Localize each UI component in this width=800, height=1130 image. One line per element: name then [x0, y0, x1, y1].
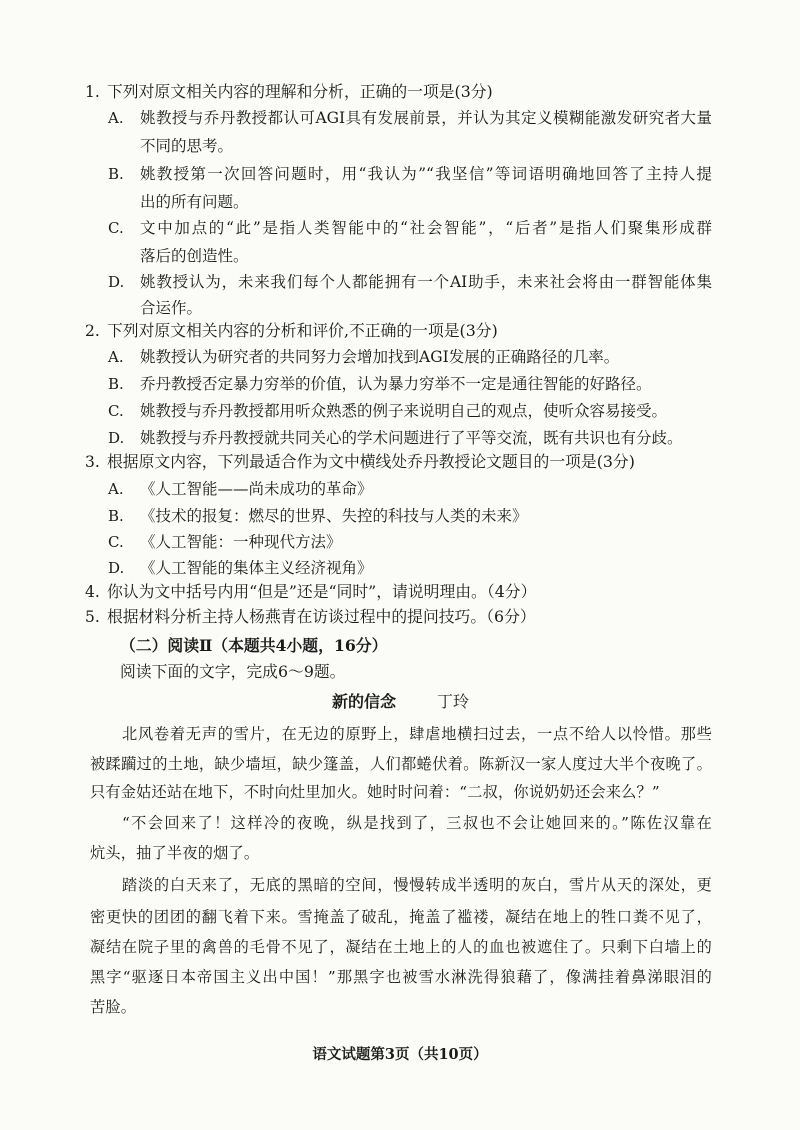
option-letter: B. — [108, 375, 124, 393]
option-text-line: 合运作。 — [140, 299, 203, 317]
question-4 — [0, 579, 800, 605]
section-instruction: 阅读下面的文字，完成6～9题。 — [120, 662, 346, 681]
q2-option-b — [0, 371, 800, 397]
q1-option-d — [0, 269, 800, 325]
option-text-line: 姚教授与乔丹教授都用听众熟悉的例子来说明自己的观点，使听众容易接受。 — [140, 402, 668, 420]
option-text-line: 姚教授认为，未来我们每个人都能拥有一个AI助手，未来社会将由一群智能体集 — [140, 273, 712, 291]
passage-line: 只有金姑还站在地下，不时向灶里加火。她时时问着：“二叔，你说奶奶还会来么？” — [90, 783, 660, 801]
passage-line: 黑字“驱逐日本帝国主义出中国！”那黑字也被雪水淋洗得狼藉了，像满挂着鼻涕眼泪的 — [90, 968, 712, 986]
option-text-line: 落后的创造性。 — [140, 247, 249, 265]
option-letter: C. — [108, 533, 124, 551]
question-number: 4. — [85, 583, 100, 601]
section-heading: （二）阅读Ⅱ（本题共4小题，16分） — [120, 636, 388, 655]
q3-option-c — [0, 529, 800, 555]
passage-author: 丁玲 — [437, 692, 470, 711]
q2-option-d — [0, 425, 800, 451]
q2-option-c — [0, 398, 800, 424]
option-text-line: 姚教授与乔丹教授都认可AGI具有发展前景，并认为其定义模糊能激发研究者大量 — [140, 109, 712, 127]
q3-option-b — [0, 503, 800, 529]
question-number: 1. — [85, 83, 100, 101]
option-letter: C. — [108, 402, 124, 420]
option-text-line: 《人工智能：一种现代方法》 — [140, 533, 342, 551]
question-3 — [0, 449, 800, 475]
q1-option-c — [0, 215, 800, 271]
q3-option-a — [0, 476, 800, 502]
question-5 — [0, 604, 800, 630]
question-stem: 根据原文内容，下列最适合作为文中横线处乔丹教授论文题目的一项是(3分) — [107, 452, 635, 471]
option-letter: D. — [108, 429, 125, 447]
passage-line: “不会回来了！这样冷的夜晚，纵是找到了，三叔也不会让她回来的。”陈佐汉靠在 — [122, 814, 712, 832]
option-letter: B. — [108, 507, 124, 525]
option-letter: A. — [108, 109, 124, 127]
q2-option-a — [0, 344, 800, 370]
option-letter: D. — [108, 559, 125, 577]
passage-line: 密更快的团团的翻飞着下来。雪掩盖了破乱，掩盖了褴褛，凝结在地上的牲口粪不见了， — [90, 908, 712, 926]
question-1 — [0, 79, 800, 105]
question-number: 3. — [85, 453, 100, 471]
question-stem: 根据材料分析主持人杨燕青在访谈过程中的提问技巧。（6分） — [107, 607, 536, 626]
q1-option-a — [0, 105, 800, 161]
passage-line: 被蹂躏过的土地，缺少墙垣，缺少篷盖，人们都蜷伏着。陈新汉一家人度过大半个夜晚了。 — [90, 755, 712, 773]
passage-line: 炕头，抽了半夜的烟了。 — [90, 844, 260, 862]
option-text-line: 乔丹教授否定暴力穷举的价值，认为暴力穷举不一定是通往智能的好路径。 — [140, 375, 652, 393]
passage-line: 踏淡的白天来了，无底的黑暗的空间，慢慢转成半透明的灰白，雪片从天的深处，更 — [122, 876, 712, 894]
passage-line: 苦脸。 — [90, 998, 137, 1016]
question-number: 5. — [85, 608, 100, 626]
question-2 — [0, 318, 800, 344]
option-text-line: 《技术的报复：燃尽的世界、失控的科技与人类的未来》 — [140, 507, 528, 525]
option-text-line: 文中加点的“此”是指人类智能中的“社会智能”，“后者”是指人们聚集形成群 — [140, 219, 712, 237]
passage-line: 北风卷着无声的雪片，在无边的原野上，肆虐地横扫过去，一点不给人以怜惜。那些 — [122, 725, 712, 743]
option-text-line: 不同的思考。 — [140, 137, 234, 155]
option-letter: B. — [108, 165, 124, 183]
q1-option-b — [0, 161, 800, 217]
option-letter: C. — [108, 219, 124, 237]
q3-option-d — [0, 555, 800, 581]
passage-title: 新的信念 — [332, 692, 397, 711]
option-text-line: 姚教授认为研究者的共同努力会增加找到AGI发展的正确路径的几率。 — [140, 348, 620, 366]
question-number: 2. — [85, 322, 100, 340]
question-stem: 下列对原文相关内容的理解和分析，正确的一项是(3分) — [107, 82, 493, 101]
question-stem: 下列对原文相关内容的分析和评价,不正确的一项是(3分) — [107, 321, 498, 340]
option-text-line: 《人工智能——尚未成功的革命》 — [140, 480, 373, 498]
option-text-line: 姚教授第一次回答问题时，用“我认为”“我坚信”等词语明确地回答了主持人提 — [140, 165, 712, 183]
option-text-line: 《人工智能的集体主义经济视角》 — [140, 559, 373, 577]
option-letter: A. — [108, 348, 124, 366]
question-stem: 你认为文中括号内用“但是”还是“同时”，请说明理由。（4分） — [107, 582, 537, 601]
option-text-line: 出的所有问题。 — [140, 193, 249, 211]
page-footer: 语文试题第3页（共10页） — [312, 1046, 488, 1063]
option-text-line: 姚教授与乔丹教授就共同关心的学术问题进行了平等交流，既有共识也有分歧。 — [140, 429, 683, 447]
option-letter: A. — [108, 480, 124, 498]
option-letter: D. — [108, 273, 125, 291]
passage-line: 凝结在院子里的禽兽的毛骨不见了，凝结在土地上的人的血也被遮住了。只剩下白墙上的 — [90, 938, 712, 956]
